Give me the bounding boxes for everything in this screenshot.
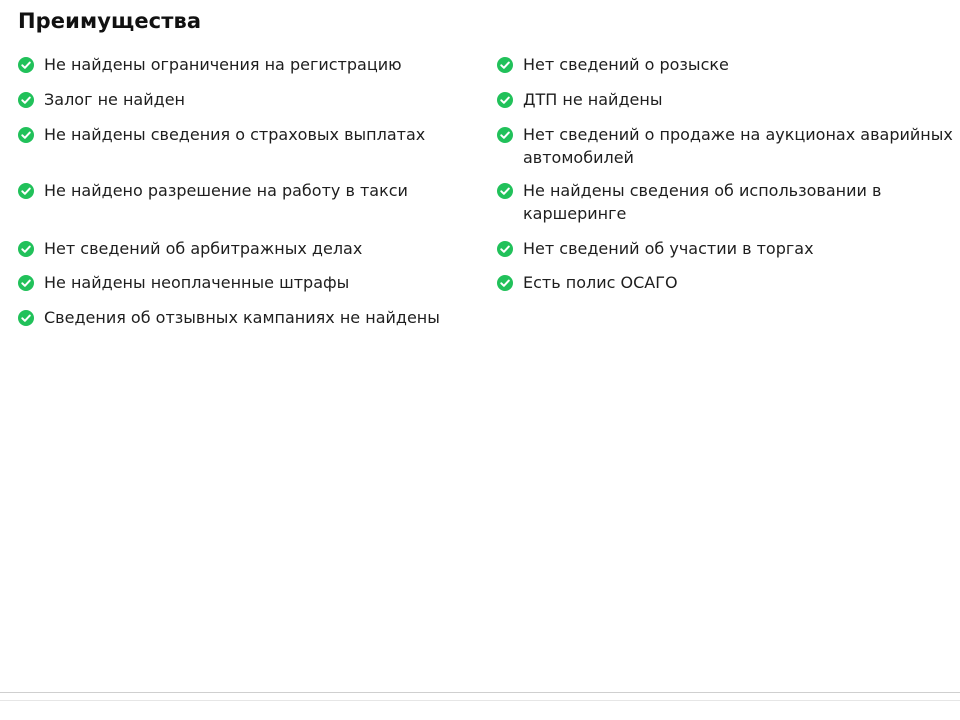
check-circle-icon bbox=[497, 127, 513, 143]
check-circle-icon bbox=[497, 57, 513, 73]
item-label: Не найдены неоплаченные штрафы bbox=[44, 273, 350, 292]
list-item bbox=[18, 55, 488, 76]
item-label: Сведения об отзывных кампаниях не найдены bbox=[44, 308, 440, 327]
check-circle-icon bbox=[497, 275, 513, 291]
item-label: Нет сведений об арбитражных делах bbox=[44, 239, 363, 258]
check-circle-icon bbox=[497, 241, 513, 257]
check-circle-icon bbox=[18, 241, 34, 257]
check-circle-icon bbox=[18, 92, 34, 108]
section-title: Преимущества bbox=[18, 9, 202, 33]
item-label: Нет сведений о розыске bbox=[523, 55, 729, 74]
item-label: Залог не найден bbox=[44, 90, 185, 109]
list-item bbox=[497, 125, 960, 169]
list-item bbox=[497, 55, 960, 76]
item-label: Нет сведений об участии в торгах bbox=[523, 239, 814, 258]
check-circle-icon bbox=[18, 57, 34, 73]
list-item bbox=[18, 90, 488, 111]
item-label: Нет сведений о продаже на аукционах аварийных автомобилей bbox=[523, 125, 953, 167]
list-item bbox=[18, 308, 488, 329]
list-item bbox=[497, 273, 960, 294]
check-circle-icon bbox=[18, 127, 34, 143]
item-label: ДТП не найдены bbox=[523, 90, 663, 109]
item-label: Не найдены ограничения на регистрацию bbox=[44, 55, 402, 74]
list-item bbox=[497, 181, 960, 225]
bottom-scroll-bar bbox=[0, 692, 960, 720]
list-item bbox=[18, 181, 488, 202]
check-circle-icon bbox=[18, 275, 34, 291]
list-item bbox=[18, 273, 488, 294]
list-item bbox=[18, 239, 488, 260]
list-item bbox=[497, 239, 960, 260]
item-label: Есть полис ОСАГО bbox=[523, 273, 678, 292]
list-item bbox=[497, 90, 960, 111]
item-label: Не найдены сведения об использовании в каршеринге bbox=[523, 181, 882, 223]
list-item bbox=[18, 125, 488, 146]
item-label: Не найдено разрешение на работу в такси bbox=[44, 181, 408, 200]
check-circle-icon bbox=[497, 92, 513, 108]
check-circle-icon bbox=[18, 310, 34, 326]
check-circle-icon bbox=[18, 183, 34, 199]
check-circle-icon bbox=[497, 183, 513, 199]
item-label: Не найдены сведения о страховых выплатах bbox=[44, 125, 426, 144]
